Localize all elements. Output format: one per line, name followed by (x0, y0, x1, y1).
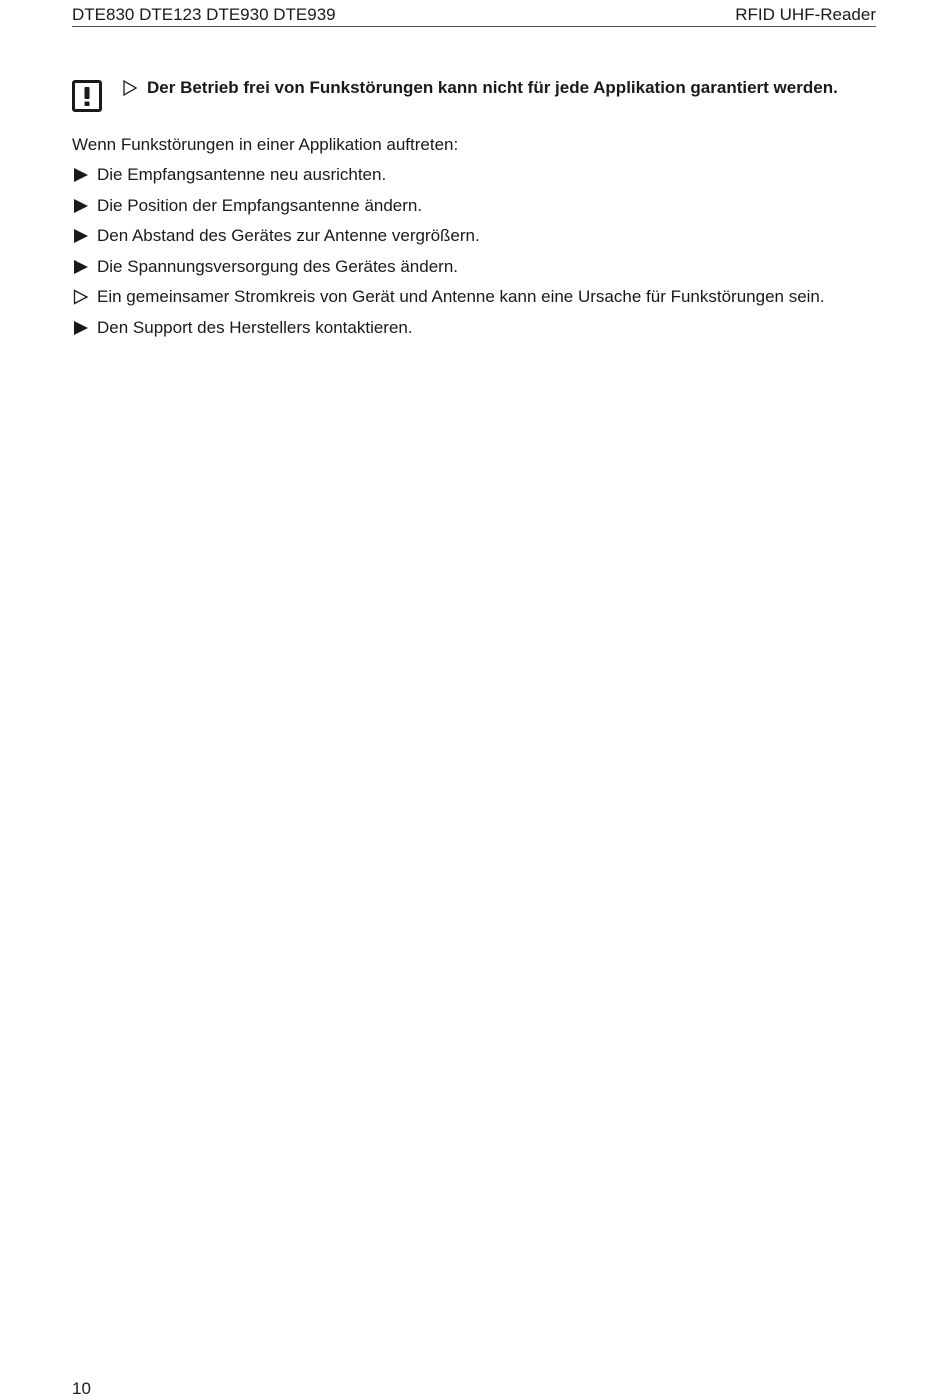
list-item-text: Die Spannungsversorgung des Gerätes ändern. (97, 256, 459, 276)
list-item-text: Die Position der Empfangsantenne ändern. (97, 195, 423, 215)
list-item (72, 165, 876, 196)
list-item (72, 287, 876, 318)
list-item-text: Den Abstand des Gerätes zur Antenne vergrößern. (97, 226, 480, 245)
action-arrow-icon (73, 198, 89, 214)
list-item-text: Den Support des Herstellers kontaktieren. (97, 317, 413, 337)
action-arrow-icon (73, 320, 89, 336)
instruction-list (72, 165, 876, 348)
list-item (72, 196, 876, 227)
list-item-text: Die Empfangsantenne neu ausrichten. (97, 165, 387, 184)
list-item (72, 257, 876, 288)
page-number: 10 (72, 1379, 91, 1398)
exclamation-box-icon (72, 80, 102, 112)
action-arrow-icon (73, 167, 89, 183)
result-arrow-icon (122, 78, 138, 98)
header-product-codes: DTE830 DTE123 DTE930 DTE939 (72, 5, 336, 24)
list-item (72, 318, 876, 349)
important-note (72, 78, 876, 118)
page-header (72, 4, 876, 27)
note-text: Der Betrieb frei von Funkstörungen kann nicht für jede Applikation garantiert werden. (147, 78, 838, 97)
action-arrow-icon (73, 228, 89, 244)
result-arrow-icon (73, 289, 89, 305)
intro-text: Wenn Funkstörungen in einer Applikation auftreten: (72, 135, 459, 154)
list-item-text: Ein gemeinsamer Stromkreis von Gerät und Antenne kann eine Ursache für Funkstörungen sein. (97, 287, 825, 306)
list-item (72, 226, 876, 257)
header-product-title: RFID UHF-Reader (735, 5, 876, 24)
action-arrow-icon (73, 259, 89, 275)
